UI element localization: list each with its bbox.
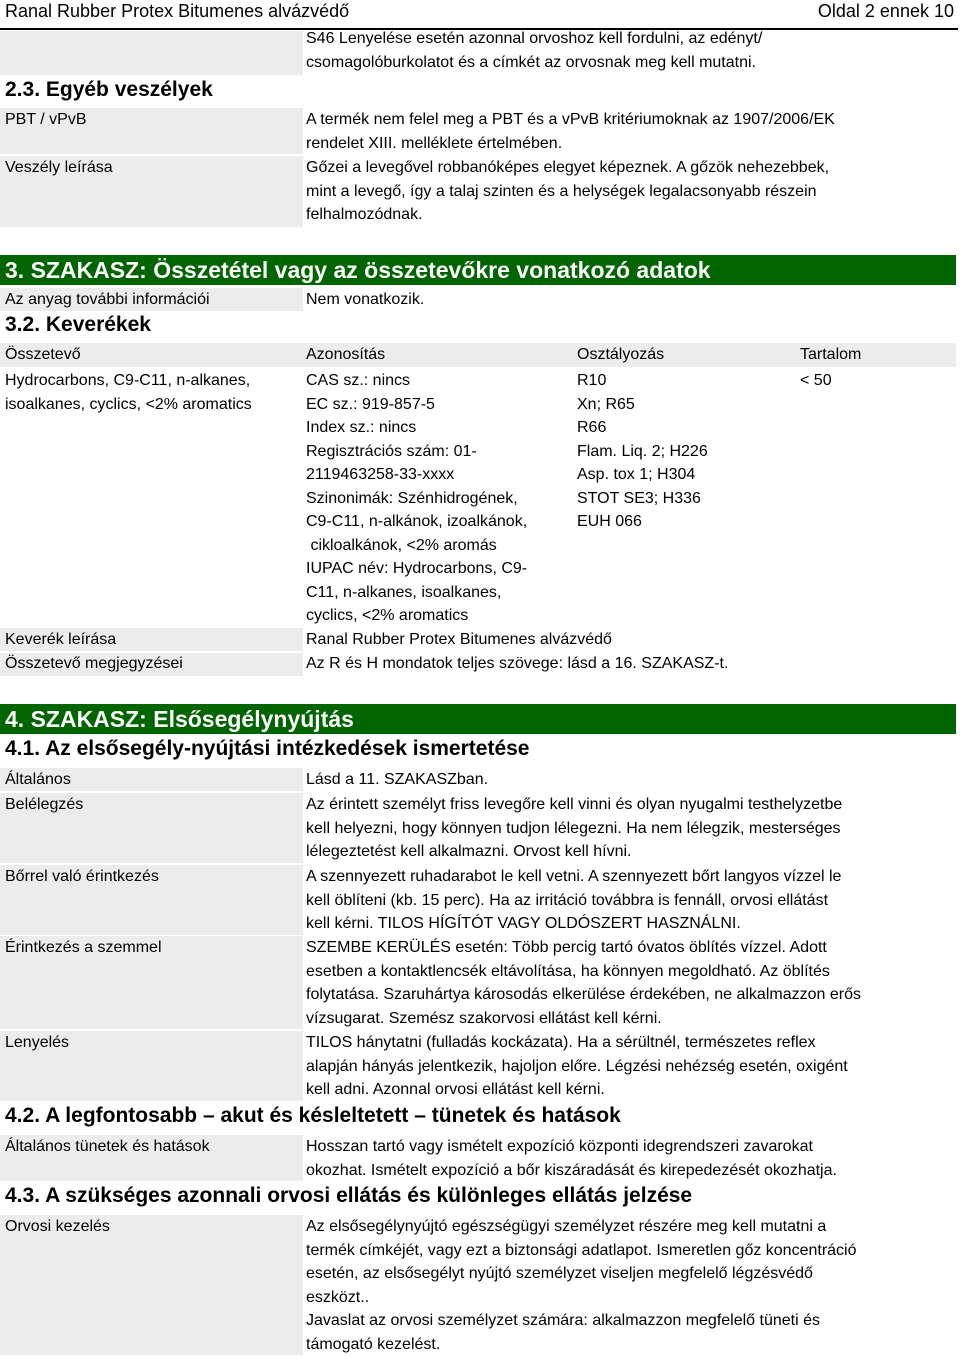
text-line: A termék nem felel meg a PBT és a vPvB kritériumoknak az 1907/2006/EK [306,111,835,128]
component-classification [577,369,708,534]
pbt-text [306,108,835,155]
text-line: STOT SE3; H336 [577,489,701,507]
text-line: esetben a kontaktlencsék eltávolítása, ha könnyen megoldható. Az öblítés [306,962,830,980]
mix-desc-label: Keverék leírása [5,631,117,648]
text-line: Az elsősegélynyújtó egészségügyi személyzet részére meg kell mutatni a [306,1218,827,1235]
hazard-label: Veszély leírása [5,159,113,176]
section-4-title: 4. SZAKASZ: Elsősegélynyújtás [0,704,956,734]
component-identification [306,369,527,628]
inhalation-label: Belélegzés [5,796,84,813]
inhalation-text [306,793,842,864]
heading-2-3: 2.3. Egyéb veszélyek [5,78,213,101]
text-line: felhalmozódnak. [306,206,423,223]
label-cell-bg [0,31,303,75]
pbt-label: PBT / vPvB [5,111,87,128]
text-line: kell adni. Azonnal orvosi ellátást kell kérni. [306,1081,605,1098]
text-line: SZEMBE KERÜLÉS esetén: Több percig tartó óvatos öblítés vízzel. Adott [306,939,827,956]
text-line: R66 [577,419,607,436]
text-line: folytatása. Szaruhártya károsodás elkerülése érdekében, ne alkalmazzon erős [306,986,861,1003]
medical-text [306,1215,857,1356]
text-line: IUPAC név: Hydrocarbons, C9- [306,560,528,577]
text-line: támogató kezelést. [306,1335,441,1353]
text-line: Javaslat az orvosi személyzet számára: alkalmazzon megfelelő tüneti és [306,1312,820,1329]
text-line: mint a levegő, így a talaj szinten és a helységek legalacsonyabb részein [306,182,817,200]
text-line: rendelet XIII. melléklete értelmében. [306,134,563,152]
text-line: TILOS hánytatni (fulladás kockázata). Ha a sérültnél, természetes reflex [306,1034,816,1051]
text-line: Hydrocarbons, C9-C11, n-alkanes, [5,372,251,389]
mix-desc-value: Ranal Rubber Protex Bitumenes alvázvédő [306,631,612,648]
page-number: Oldal 2 ennek 10 [817,1,954,21]
text-line: eszközt.. [306,1288,370,1306]
text-line: Regisztrációs szám: 01- [306,442,477,460]
th-classification: Osztályozás [577,346,665,363]
section-3-title: 3. SZAKASZ: Összetétel vagy az összetevőkre vonatkozó adatok [0,255,956,285]
component-content: < 50 [800,372,832,389]
text-line: EUH 066 [577,513,642,530]
eye-text [306,936,861,1030]
heading-4-3: 4.3. A szükséges azonnali orvosi ellátás és különleges ellátás jelzése [5,1184,693,1207]
general-text [306,768,488,792]
symptoms-label: Általános tünetek és hatások [5,1138,210,1155]
text-line: Lásd a 11. SZAKASZban. [306,771,489,788]
general-label: Általános [5,771,71,788]
skin-label: Bőrrel való érintkezés [5,868,159,885]
text-line: Index sz.: nincs [306,419,417,436]
th-content: Tartalom [800,346,862,363]
medical-label: Orvosi kezelés [5,1218,110,1235]
text-line: CAS sz.: nincs [306,372,411,389]
remarks-label: Összetevő megjegyzései [5,655,183,672]
text-line: Szinonimák: Szénhidrogének, [306,489,518,507]
remarks-value: Az R és H mondatok teljes szövege: lásd a 16. SZAKASZ-t. [306,655,729,672]
text-line: csomagolóburkolatot és a címkét az orvosnak meg kell mutatni. [306,53,756,71]
ingestion-text [306,1031,848,1102]
component-name [5,369,252,416]
eye-label: Érintkezés a szemmel [5,939,162,956]
document-title: Ranal Rubber Protex Bitumenes alvázvédő [5,1,350,21]
heading-3-2: 3.2. Keverékek [5,313,151,336]
text-line: kell kérni. TILOS HÍGÍTÓT VAGY OLDÓSZERT HASZNÁLNI. [306,915,741,932]
text-line: alapján hányás jelentkezik, hajoljon előre. Légzési nehézség esetén, oxigént [306,1057,848,1075]
heading-4-1: 4.1. Az elsősegély-nyújtási intézkedések ismertetése [5,737,530,760]
text-line: Az érintett személyt friss levegőre kell vinni és olyan nyugalmi testhelyzetbe [306,796,843,813]
text-line: kell öblíteni (kb. 15 perc). Ha az irritáció továbbra is fennáll, orvosi ellátást [306,891,829,909]
text-line: C9-C11, n-alkánok, izoalkánok, [306,513,528,530]
text-line: Flam. Liq. 2; H226 [577,442,708,460]
ingestion-label: Lenyelés [5,1034,70,1051]
th-identification: Azonosítás [306,346,386,363]
text-line: cikloalkánok, <2% aromás [306,536,497,554]
text-line: A szennyezett ruhadarabot le kell vetni. A szennyezett bőrt langyos vízzel le [306,868,842,885]
hazard-text [306,156,829,227]
text-line: R10 [577,372,607,389]
text-line: vízsugarat. Szemész szakorvosi ellátást kell kérni. [306,1009,662,1027]
text-line: EC sz.: 919-857-5 [306,395,435,413]
text-line: Gőzei a levegővel robbanóképes elegyet képeznek. A gőzök nehezebbek, [306,159,830,176]
text-line: lélegeztetést kell alkalmazni. Orvost kell hívni. [306,843,632,860]
text-line: C11, n-alkanes, isoalkanes, [306,583,502,601]
text-line: okozhat. Ismételt expozíció a bőr kiszáradását és kirepedezését okozhatja. [306,1161,837,1179]
table-header-row [0,343,956,367]
s46-text [306,27,762,74]
info-value: Nem vonatkozik. [306,291,425,308]
info-label: Az anyag további információi [5,291,210,308]
text-line: Asp. tox 1; H304 [577,466,696,483]
text-line: isoalkanes, cyclics, <2% aromatics [5,395,252,413]
text-line: Hosszan tartó vagy ismételt expozíció központi idegrendszeri zavarokat [306,1138,813,1155]
text-line: Xn; R65 [577,395,635,413]
text-line: 2119463258-33-xxxx [306,466,455,483]
skin-text [306,865,841,936]
th-component: Összetevő [5,346,81,363]
text-line: cyclics, <2% aromatics [306,607,469,624]
text-line: esetén, az elsősegélyt nyújtó személyzet viseljen megfelelő légzésvédő [306,1265,813,1282]
text-line: kell helyezni, hogy könnyen tudjon lélegezni. Ha nem lélegzik, mesterséges [306,819,841,837]
heading-4-2: 4.2. A legfontosabb – akut és késleltetett – tünetek és hatások [5,1104,621,1127]
symptoms-text [306,1135,837,1182]
text-line: S46 Lenyelése esetén azonnal orvoshoz kell fordulni, az edényt/ [306,30,763,47]
text-line: termék címkéjét, vagy ezt a biztonsági adatlapot. Ismeretlen gőz koncentráció [306,1241,857,1259]
